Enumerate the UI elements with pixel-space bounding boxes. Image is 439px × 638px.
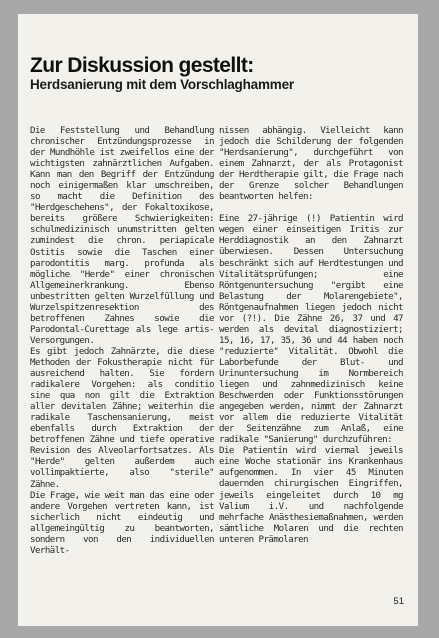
paragraph-question: Die Frage, wie weit man das eine oder andere Vorgehen vertreten kann, ist sicherlich nicht eindeutig und allgemeingültig zu beantworten, sondern von den individuellen Verhält- [30,490,214,556]
paragraph-radical-methods: Es gibt jedoch Zahnärzte, die diese Methoden der Fokustherapie nicht für ausreichend halten. Sie fordern radikalere Vorgehen: als conditio sine qua non gilt die Extraktion aller devitalen Zähne; weiterhin die radikale Taschensanierung, meist ebenfalls durch Extraktion der betroffenen Zähne und tiefe operative Revision des Alveolarfortsatzes. Als "Herde" gelten außerdem auch vollimpaktierte, also "sterile" Zähne. [30,346,214,490]
paragraph-intro: Die Feststellung und Behandlung chronischer Entzündungsprozesse in der Mundhöhle ist zweifellos eine der wichtigsten zahnärztlichen Aufgaben. Kann man den Begriff der Entzündung noch einigermaßen klar umschreiben, so macht die Definition des "Herdgeschehens", der Fokaltoxikose, bereits größere Schwierigkeiten: schulmedizinisch unumstritten gelten zumindest die chron. periapicale Ostitis sowie die Taschen einer parodontitis marg. profunda als mögliche "Herde" einer chronischen Allgemeinerkrankung. Ebenso unbestritten gelten Wurzelfüllung und Wurzelspitzenresektion des betroffenen Zahnes sowie die Parodontal-Curettage als lege artis-Versorgungen. [30,126,214,346]
right-column [219,126,403,546]
page-title: Zur Diskussion gestellt: [30,54,254,77]
paragraph-case: Eine 27-jährige (!) Patientin wird wegen einer einseitigen Iritis zur Herddiagnostik an den Zahnarzt überwiesen. Dessen Untersuchung beschränkt sich auf Herdtestungen und Vitalitätsprüfungen; eine Röntgenuntersuchung "ergibt eine Belastung der Molarengebiete", Röntgenaufnahmen liegen jedoch nicht vor (?!). Die Zähne 26, 37 und 47 werden als devital diagnostiziert; 15, 16, 17, 35, 36 und 44 haben noch "reduzierte" Vitalität. Obwohl die Laborbefunde der Blut- und Urinuntersuchung im Normbereich liegen und zahnmedizinisch keine Beschwerden oder Funktionsstörungen angegeben werden, nimmt der Zahnarzt vor allem die reduzierte Vitalität der Seitenzähne zum Anlaß, eine radikale "Sanierung" durchzuführen: [219,214,403,446]
left-column [30,126,214,557]
page-subtitle: Herdsanierung mit dem Vorschlaghammer [30,77,294,92]
document-page [18,14,418,626]
page-number: 51 [393,596,404,607]
paragraph-procedure: Die Patientin wird viermal jeweils eine Woche stationär ins Krankenhaus aufgenommen. In vier 45 Minuten dauernden chirurgischen Eingriffen, jeweils eingeleitet durch 10 mg Valium i.V. und nachfolgende mehrfache Anästhesiemaßnahmen, werden sämtliche Molaren und die rechten unteren Prämolaren [219,446,403,545]
paragraph-continuation: nissen abhängig. Vielleicht kann jedoch die Schilderung der folgenden "Herdsanierung", durchgeführt von einem Zahnarzt, der als Protagonist der Herdtherapie gilt, die Frage nach der Grenze solcher Behandlungen beantworten helfen: [219,126,403,203]
